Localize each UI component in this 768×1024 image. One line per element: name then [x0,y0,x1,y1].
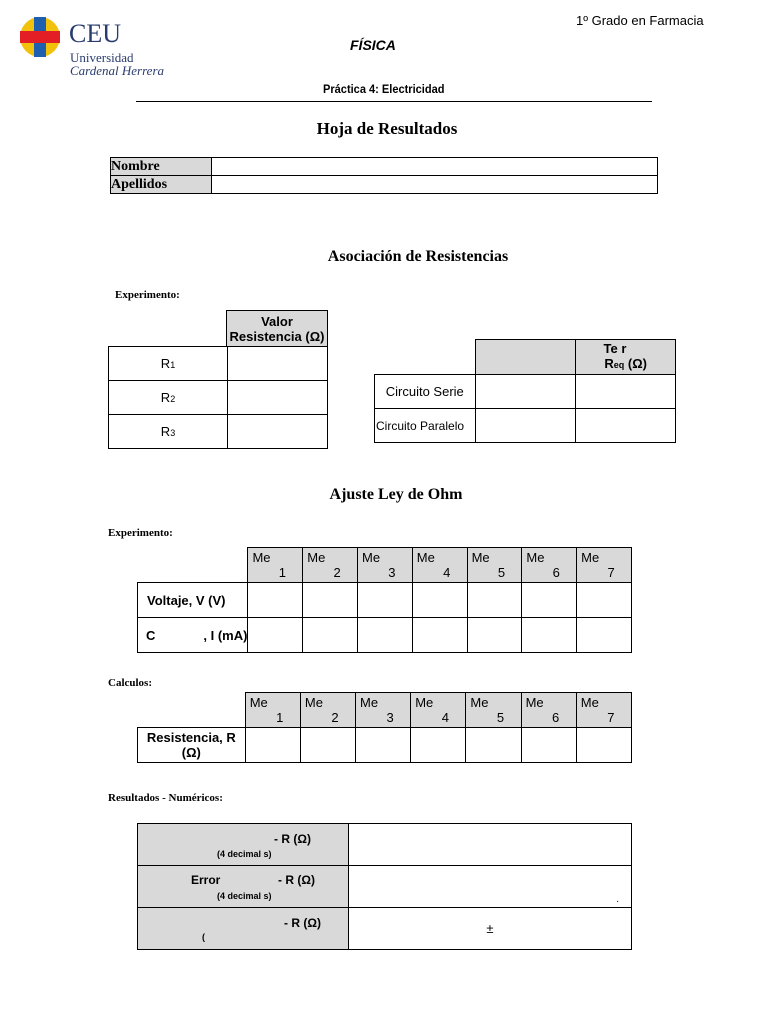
measure-header-5: Me 5 [466,693,521,728]
results-table [137,823,632,950]
measure-value-cell[interactable] [576,728,631,763]
measure-value-cell[interactable] [358,618,413,653]
measure-header-1: Me 1 [245,693,300,728]
measure-value-cell[interactable] [358,583,413,618]
results-label: Resultados - Numéricos: [108,792,223,804]
measure-value-cell[interactable] [522,618,577,653]
circuit-series-label: Circuito Serie [375,375,476,409]
voltage-label: Voltaje, V (V) [138,583,248,618]
measure-header-3: Me 3 [356,693,411,728]
circuit-parallel-label: Circuito Paralelo [375,409,476,443]
measure-header-5: Me 5 [467,548,522,583]
resistance-value-cell[interactable] [228,381,328,415]
practice-title: Práctica 4: Electricidad [323,82,445,96]
measure-value-cell[interactable] [356,728,411,763]
circuit-header-blank [475,340,575,375]
university-logo-icon [19,16,61,58]
measure-value-cell[interactable] [303,618,358,653]
measure-header-1: Me 1 [248,548,303,583]
identity-table [110,157,658,194]
measure-value-cell[interactable] [466,728,521,763]
result-value-cell[interactable] [349,824,632,866]
measure-value-cell[interactable] [411,728,466,763]
measure-value-cell[interactable] [577,583,632,618]
ohm-experiment-label: Experimento: [108,527,173,539]
resistance-table [108,346,328,449]
measure-value-cell[interactable] [303,583,358,618]
measure-header-4: Me 4 [412,548,467,583]
value-header-line2: Resistencia (Ω) [229,328,325,344]
measure-value-cell[interactable] [245,728,300,763]
resistance-value-cell[interactable] [228,415,328,449]
measure-header-6: Me 6 [522,548,577,583]
logo-line2: Cardenal Herrera [70,63,165,78]
theory-header: Te r Req (Ω) [575,340,676,375]
measure-header-3: Me 3 [358,548,413,583]
result-row-label: Error - R (Ω) (4 decimal s) [138,866,349,908]
measure-header-7: Me 7 [577,548,632,583]
resistances-experiment-label: Experimento: [115,289,180,301]
circuit-cell[interactable] [575,409,676,443]
resistance-row-label: R1 [109,347,228,381]
measure-value-cell[interactable] [577,618,632,653]
ohm-title: Ajuste Ley de Ohm [329,486,463,503]
calc-label: Calculos: [108,677,152,689]
logo-name: CEU [69,19,121,48]
course-label: 1º Grado en Farmacia [576,13,704,28]
ohm-experiment-table [137,547,632,653]
subject-title: FÍSICA [350,37,396,53]
measure-value-cell[interactable] [522,583,577,618]
header-divider [136,101,652,102]
resistances-title: Asociación de Resistencias [327,248,509,265]
circuit-cell[interactable] [475,409,575,443]
page-title: Hoja de Resultados [316,119,458,138]
measure-value-cell[interactable] [412,618,467,653]
measure-header-7: Me 7 [576,693,631,728]
result-row-label: - R (Ω) ( [138,908,349,950]
measure-header-6: Me 6 [521,693,576,728]
calc-table [137,692,632,763]
measure-value-cell[interactable] [248,618,303,653]
resistance-value-header [226,310,328,347]
resistance-calc-label: Resistencia, R (Ω) [138,728,246,763]
result-value-cell[interactable]: ± [349,908,632,950]
value-header-line1: Valor [261,313,293,329]
resistance-value-cell[interactable] [228,347,328,381]
name-label: Nombre [111,158,212,176]
circuit-cell[interactable] [475,375,575,409]
measure-header-4: Me 4 [411,693,466,728]
measure-header-2: Me 2 [303,548,358,583]
result-row-label: - R (Ω) (4 decimal s) [138,824,349,866]
logo-line1: Universidad [70,50,134,65]
resistance-row-label: R3 [109,415,228,449]
measure-value-cell[interactable] [300,728,355,763]
current-label: C , I (mA) [138,618,248,653]
surname-field[interactable] [212,176,658,194]
surname-label: Apellidos [111,176,212,194]
result-value-cell[interactable]: . [349,866,632,908]
name-field[interactable] [212,158,658,176]
measure-value-cell[interactable] [248,583,303,618]
circuit-table [374,339,676,443]
measure-header-2: Me 2 [300,693,355,728]
resistance-row-label: R2 [109,381,228,415]
circuit-cell[interactable] [575,375,676,409]
measure-value-cell[interactable] [467,618,522,653]
measure-value-cell[interactable] [467,583,522,618]
measure-value-cell[interactable] [521,728,576,763]
measure-value-cell[interactable] [412,583,467,618]
